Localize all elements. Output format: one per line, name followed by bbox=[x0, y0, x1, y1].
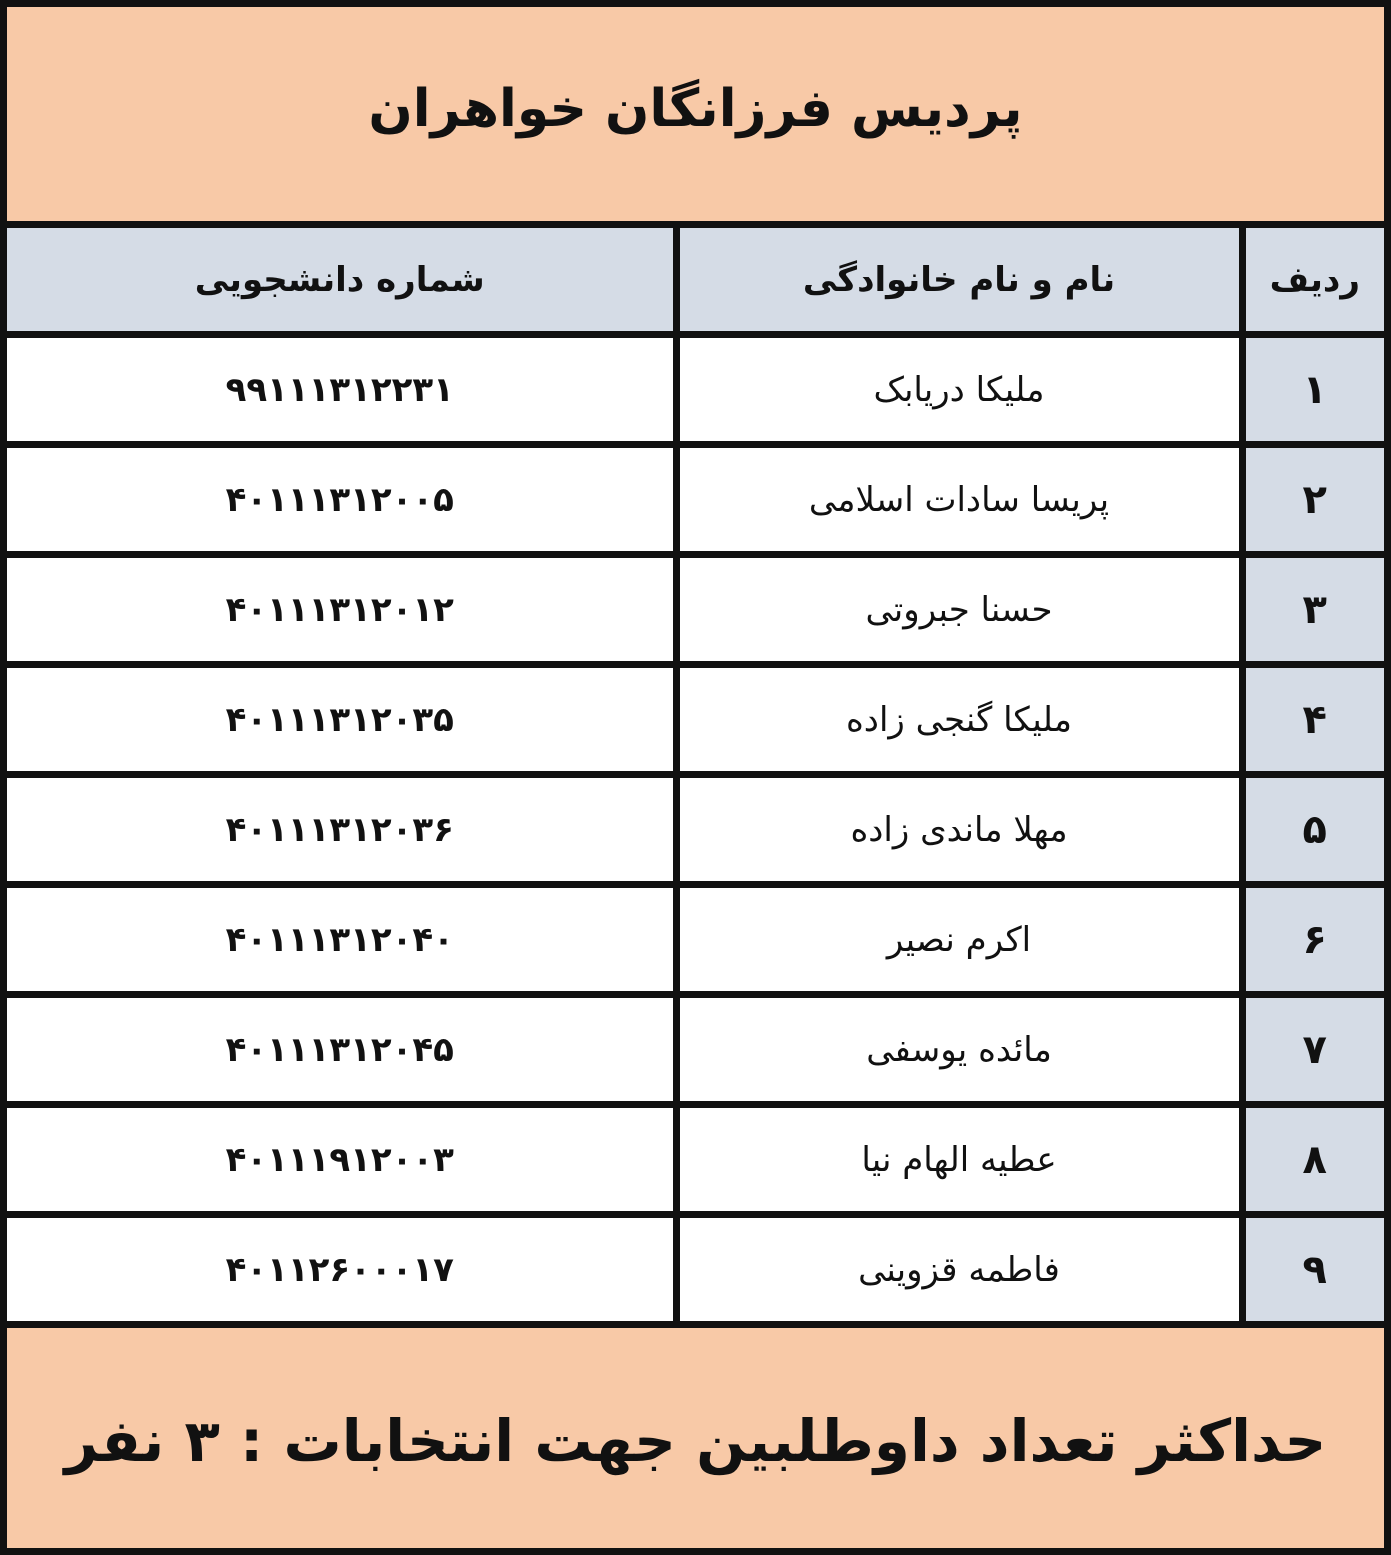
table-row bbox=[7, 665, 1384, 775]
row-number: ۴ bbox=[1242, 665, 1384, 775]
row-number: ۵ bbox=[1242, 775, 1384, 885]
student-id: ۴۰۱۱۱۳۱۲۰۰۵ bbox=[7, 445, 676, 555]
table-header-row bbox=[7, 225, 1384, 335]
table-row bbox=[7, 775, 1384, 885]
header-row-number: ردیف bbox=[1242, 225, 1384, 335]
student-name: مهلا ماندی زاده bbox=[676, 775, 1242, 885]
student-name: مائده یوسفی bbox=[676, 995, 1242, 1105]
student-name: اکرم نصیر bbox=[676, 885, 1242, 995]
student-id: ۴۰۱۱۱۳۱۲۰۱۲ bbox=[7, 555, 676, 665]
footer-band bbox=[7, 1333, 1384, 1548]
row-number: ۲ bbox=[1242, 445, 1384, 555]
table-row bbox=[7, 1215, 1384, 1325]
student-name: فاطمه قزوینی bbox=[676, 1215, 1242, 1325]
student-id: ۴۰۱۱۱۳۱۲۰۴۰ bbox=[7, 885, 676, 995]
page-title: پردیس فرزانگان خواهران bbox=[368, 79, 1023, 139]
header-student-id: شماره دانشجویی bbox=[7, 225, 676, 335]
row-number: ۳ bbox=[1242, 555, 1384, 665]
header-full-name: نام و نام خانوادگی bbox=[676, 225, 1242, 335]
table-row bbox=[7, 555, 1384, 665]
student-id: ۴۰۱۱۱۳۱۲۰۳۵ bbox=[7, 665, 676, 775]
row-number: ۶ bbox=[1242, 885, 1384, 995]
student-name: ملیکا گنجی زاده bbox=[676, 665, 1242, 775]
row-number: ۷ bbox=[1242, 995, 1384, 1105]
table-row bbox=[7, 995, 1384, 1105]
student-name: ملیکا دریابک bbox=[676, 335, 1242, 445]
row-number: ۸ bbox=[1242, 1105, 1384, 1215]
footer-note: حداکثر تعداد داوطلبین جهت انتخابات : ۳ نفر bbox=[64, 1406, 1327, 1475]
student-name: پریسا سادات اسلامی bbox=[676, 445, 1242, 555]
student-id: ۴۰۱۱۲۶۰۰۰۱۷ bbox=[7, 1215, 676, 1325]
student-id: ۴۰۱۱۱۳۱۲۰۳۶ bbox=[7, 775, 676, 885]
student-table bbox=[7, 221, 1384, 1328]
row-number: ۱ bbox=[1242, 335, 1384, 445]
table-row bbox=[7, 885, 1384, 995]
student-id: ۴۰۱۱۱۳۱۲۰۴۵ bbox=[7, 995, 676, 1105]
student-name: عطیه الهام نیا bbox=[676, 1105, 1242, 1215]
title-band bbox=[7, 7, 1384, 221]
table-row bbox=[7, 445, 1384, 555]
student-id: ۴۰۱۱۱۹۱۲۰۰۳ bbox=[7, 1105, 676, 1215]
student-name: حسنا جبروتی bbox=[676, 555, 1242, 665]
table-row bbox=[7, 335, 1384, 445]
student-id: ۹۹۱۱۱۳۱۲۲۳۱ bbox=[7, 335, 676, 445]
row-number: ۹ bbox=[1242, 1215, 1384, 1325]
table-row bbox=[7, 1105, 1384, 1215]
